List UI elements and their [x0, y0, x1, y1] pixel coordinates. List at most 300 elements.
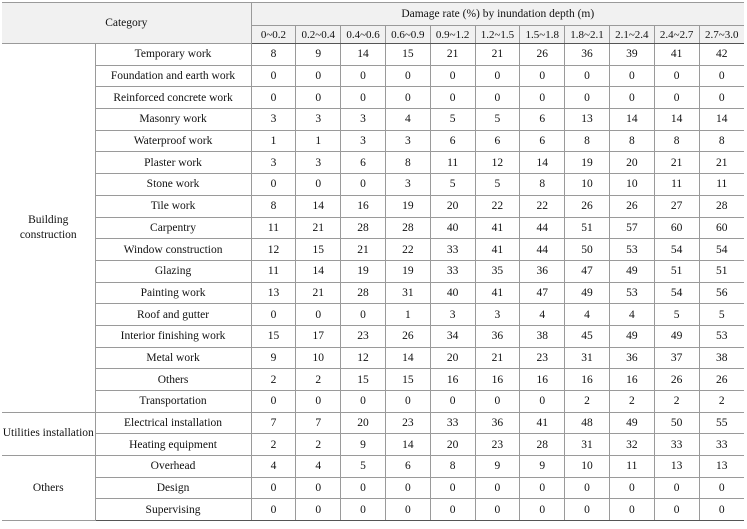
- damage-rate-cell: 2: [609, 391, 654, 413]
- depth-range-header: 2.4~2.7: [654, 26, 699, 44]
- damage-rate-cell: 11: [251, 260, 296, 282]
- item-label: Supervising: [95, 499, 251, 521]
- damage-rate-cell: 6: [520, 130, 565, 152]
- damage-rate-cell: 9: [341, 434, 386, 456]
- damage-rate-cell: 39: [609, 44, 654, 66]
- damage-rate-cell: 0: [341, 87, 386, 109]
- table-body: [2, 44, 744, 521]
- damage-rate-cell: 14: [341, 44, 386, 66]
- damage-rate-cell: 49: [609, 412, 654, 434]
- damage-rate-cell: 4: [251, 456, 296, 478]
- damage-rate-cell: 0: [520, 499, 565, 521]
- damage-rate-table: [2, 2, 744, 521]
- item-label: Foundation and earth work: [95, 65, 251, 87]
- damage-rate-cell: 0: [385, 87, 430, 109]
- damage-rate-cell: 12: [341, 347, 386, 369]
- damage-rate-cell: 8: [430, 456, 475, 478]
- damage-rate-cell: 0: [251, 391, 296, 413]
- damage-rate-cell: 47: [565, 260, 610, 282]
- damage-rate-cell: 45: [565, 325, 610, 347]
- damage-rate-cell: 0: [475, 499, 520, 521]
- damage-rate-cell: 11: [430, 152, 475, 174]
- item-label: Roof and gutter: [95, 304, 251, 326]
- damage-rate-cell: 3: [251, 109, 296, 131]
- damage-rate-cell: 12: [251, 239, 296, 261]
- damage-rate-cell: 7: [251, 412, 296, 434]
- damage-rate-cell: 0: [565, 499, 610, 521]
- damage-rate-cell: 7: [296, 412, 341, 434]
- table-row: [2, 325, 744, 347]
- damage-rate-cell: 0: [385, 65, 430, 87]
- damage-rate-cell: 0: [699, 87, 744, 109]
- damage-rate-cell: 26: [385, 325, 430, 347]
- damage-rate-cell: 9: [520, 456, 565, 478]
- depth-range-header: 2.1~2.4: [609, 26, 654, 44]
- damage-rate-cell: 0: [251, 477, 296, 499]
- damage-rate-cell: 0: [251, 87, 296, 109]
- item-label: Metal work: [95, 347, 251, 369]
- damage-rate-cell: 14: [520, 152, 565, 174]
- table-row: [2, 391, 744, 413]
- item-label: Waterproof work: [95, 130, 251, 152]
- damage-rate-cell: 15: [296, 239, 341, 261]
- damage-rate-cell: 10: [296, 347, 341, 369]
- damage-rate-cell: 9: [475, 456, 520, 478]
- damage-rate-cell: 2: [654, 391, 699, 413]
- damage-rate-cell: 28: [341, 282, 386, 304]
- depth-range-header: 0~0.2: [251, 26, 296, 44]
- table-row: [2, 369, 744, 391]
- damage-rate-cell: 9: [251, 347, 296, 369]
- damage-rate-cell: 55: [699, 412, 744, 434]
- damage-rate-cell: 16: [520, 369, 565, 391]
- damage-rate-cell: 44: [520, 217, 565, 239]
- damage-rate-cell: 17: [296, 325, 341, 347]
- table-row: [2, 347, 744, 369]
- item-label: Tile work: [95, 195, 251, 217]
- item-label: Electrical installation: [95, 412, 251, 434]
- damage-rate-cell: 38: [520, 325, 565, 347]
- damage-rate-cell: 19: [341, 260, 386, 282]
- damage-rate-cell: 16: [609, 369, 654, 391]
- damage-rate-cell: 57: [609, 217, 654, 239]
- damage-rate-cell: 40: [430, 217, 475, 239]
- damage-rate-cell: 21: [475, 347, 520, 369]
- damage-rate-cell: 41: [520, 412, 565, 434]
- damage-rate-cell: 0: [385, 391, 430, 413]
- damage-rate-cell: 0: [341, 65, 386, 87]
- damage-rate-cell: 19: [565, 152, 610, 174]
- damage-rate-cell: 13: [251, 282, 296, 304]
- damage-rate-cell: 14: [296, 260, 341, 282]
- damage-rate-cell: 22: [475, 195, 520, 217]
- damage-rate-cell: 36: [520, 260, 565, 282]
- damage-rate-cell: 31: [385, 282, 430, 304]
- damage-rate-cell: 2: [565, 391, 610, 413]
- header-row: [2, 3, 744, 26]
- depth-range-header: 2.7~3.0: [699, 26, 744, 44]
- damage-rate-cell: 0: [565, 65, 610, 87]
- damage-rate-cell: 0: [385, 499, 430, 521]
- damage-rate-cell: 0: [699, 65, 744, 87]
- damage-rate-cell: 41: [654, 44, 699, 66]
- damage-rate-cell: 0: [296, 499, 341, 521]
- item-label: Others: [95, 369, 251, 391]
- damage-rate-cell: 16: [565, 369, 610, 391]
- damage-rate-cell: 16: [475, 369, 520, 391]
- damage-rate-cell: 4: [565, 304, 610, 326]
- damage-rate-cell: 53: [699, 325, 744, 347]
- damage-rate-cell: 12: [475, 152, 520, 174]
- damage-rate-cell: 0: [430, 477, 475, 499]
- damage-rate-cell: 5: [341, 456, 386, 478]
- item-label: Glazing: [95, 260, 251, 282]
- damage-rate-cell: 20: [430, 347, 475, 369]
- category-header: Category: [2, 3, 251, 44]
- item-label: Plaster work: [95, 152, 251, 174]
- damage-rate-cell: 1: [385, 304, 430, 326]
- damage-rate-cell: 0: [475, 391, 520, 413]
- damage-rate-cell: 10: [565, 456, 610, 478]
- damage-rate-cell: 54: [654, 239, 699, 261]
- damage-rate-cell: 0: [654, 87, 699, 109]
- item-label: Interior finishing work: [95, 325, 251, 347]
- damage-rate-cell: 56: [699, 282, 744, 304]
- damage-rate-cell: 0: [296, 477, 341, 499]
- damage-rate-cell: 5: [430, 109, 475, 131]
- damage-rate-cell: 0: [341, 304, 386, 326]
- damage-rate-cell: 3: [385, 130, 430, 152]
- damage-rate-cell: 8: [699, 130, 744, 152]
- damage-rate-cell: 5: [475, 174, 520, 196]
- damage-rate-cell: 33: [430, 260, 475, 282]
- damage-rate-cell: 28: [699, 195, 744, 217]
- damage-rate-cell: 54: [699, 239, 744, 261]
- damage-rate-cell: 5: [654, 304, 699, 326]
- damage-rate-cell: 0: [296, 65, 341, 87]
- damage-rate-cell: 3: [385, 174, 430, 196]
- damage-rate-cell: 0: [385, 477, 430, 499]
- table-row: [2, 109, 744, 131]
- table-row: [2, 87, 744, 109]
- damage-rate-cell: 2: [699, 391, 744, 413]
- damage-rate-cell: 0: [475, 87, 520, 109]
- damage-rate-cell: 8: [654, 130, 699, 152]
- damage-rate-cell: 6: [385, 456, 430, 478]
- damage-rate-cell: 28: [520, 434, 565, 456]
- damage-rate-cell: 53: [609, 282, 654, 304]
- damage-rate-cell: 0: [296, 304, 341, 326]
- damage-rate-cell: 21: [296, 282, 341, 304]
- damage-rate-cell: 0: [296, 391, 341, 413]
- damage-rate-cell: 33: [654, 434, 699, 456]
- table-row: [2, 456, 744, 478]
- item-label: Reinforced concrete work: [95, 87, 251, 109]
- table-row: [2, 239, 744, 261]
- damage-rate-cell: 21: [699, 152, 744, 174]
- damage-rate-cell: 51: [565, 217, 610, 239]
- damage-rate-cell: 51: [654, 260, 699, 282]
- damage-rate-cell: 0: [251, 174, 296, 196]
- damage-rate-cell: 27: [654, 195, 699, 217]
- depth-range-header: 1.5~1.8: [520, 26, 565, 44]
- table-row: [2, 282, 744, 304]
- damage-rate-cell: 44: [520, 239, 565, 261]
- damage-rate-cell: 0: [609, 477, 654, 499]
- damage-rate-cell: 20: [609, 152, 654, 174]
- damage-rate-cell: 49: [565, 282, 610, 304]
- damage-rate-cell: 26: [699, 369, 744, 391]
- damage-rate-cell: 6: [520, 109, 565, 131]
- damage-rate-cell: 2: [296, 369, 341, 391]
- table-row: [2, 65, 744, 87]
- damage-rate-cell: 0: [475, 477, 520, 499]
- table-row: [2, 260, 744, 282]
- damage-rate-cell: 21: [296, 217, 341, 239]
- damage-rate-cell: 8: [609, 130, 654, 152]
- damage-rate-cell: 0: [654, 477, 699, 499]
- damage-rate-cell: 15: [385, 44, 430, 66]
- damage-rate-cell: 5: [475, 109, 520, 131]
- damage-rate-cell: 23: [341, 325, 386, 347]
- item-label: Transportation: [95, 391, 251, 413]
- item-label: Temporary work: [95, 44, 251, 66]
- damage-rate-cell: 3: [251, 152, 296, 174]
- damage-rate-cell: 33: [430, 412, 475, 434]
- damage-rate-cell: 4: [520, 304, 565, 326]
- table-row: [2, 174, 744, 196]
- depth-range-header: 0.4~0.6: [341, 26, 386, 44]
- damage-rate-cell: 11: [609, 456, 654, 478]
- category-group-label: Utilities installation: [2, 412, 95, 455]
- damage-rate-cell: 0: [520, 87, 565, 109]
- damage-rate-cell: 21: [341, 239, 386, 261]
- damage-rate-cell: 33: [699, 434, 744, 456]
- damage-rate-cell: 22: [520, 195, 565, 217]
- depth-range-header: 0.2~0.4: [296, 26, 341, 44]
- damage-rate-cell: 26: [520, 44, 565, 66]
- depth-range-header: 1.2~1.5: [475, 26, 520, 44]
- damage-rate-cell: 21: [430, 44, 475, 66]
- damage-rate-cell: 0: [609, 87, 654, 109]
- damage-rate-cell: 31: [565, 434, 610, 456]
- damage-rate-cell: 9: [296, 44, 341, 66]
- damage-rate-cell: 41: [475, 217, 520, 239]
- category-group-label: Others: [2, 456, 95, 521]
- damage-rate-cell: 10: [609, 174, 654, 196]
- damage-rate-cell: 0: [654, 65, 699, 87]
- item-label: Design: [95, 477, 251, 499]
- category-group-label: Building construction: [2, 44, 95, 413]
- damage-rate-cell: 6: [341, 152, 386, 174]
- damage-rate-cell: 21: [654, 152, 699, 174]
- table-row: [2, 477, 744, 499]
- damage-rate-cell: 13: [565, 109, 610, 131]
- damage-rate-cell: 33: [430, 239, 475, 261]
- damage-rate-cell: 0: [251, 304, 296, 326]
- damage-rate-cell: 0: [430, 87, 475, 109]
- depth-range-header: 0.6~0.9: [385, 26, 430, 44]
- damage-rate-cell: 14: [699, 109, 744, 131]
- table-row: [2, 434, 744, 456]
- damage-rate-cell: 6: [430, 130, 475, 152]
- damage-rate-cell: 40: [430, 282, 475, 304]
- damage-rate-cell: 0: [251, 499, 296, 521]
- damage-rate-cell: 2: [251, 434, 296, 456]
- damage-rate-cell: 47: [520, 282, 565, 304]
- damage-rate-cell: 49: [654, 325, 699, 347]
- damage-rate-cell: 3: [341, 109, 386, 131]
- damage-rate-cell: 0: [565, 477, 610, 499]
- damage-rate-cell: 60: [654, 217, 699, 239]
- damage-rate-cell: 54: [654, 282, 699, 304]
- damage-rate-cell: 0: [341, 477, 386, 499]
- damage-rate-cell: 8: [520, 174, 565, 196]
- damage-rate-cell: 2: [296, 434, 341, 456]
- table-row: [2, 152, 744, 174]
- damage-rate-cell: 28: [341, 217, 386, 239]
- damage-rate-cell: 50: [654, 412, 699, 434]
- damage-rate-cell: 0: [699, 499, 744, 521]
- damage-rate-cell: 37: [654, 347, 699, 369]
- damage-rate-cell: 31: [565, 347, 610, 369]
- damage-rate-cell: 49: [609, 325, 654, 347]
- damage-rate-cell: 0: [520, 477, 565, 499]
- table-row: [2, 304, 744, 326]
- damage-rate-cell: 0: [475, 65, 520, 87]
- damage-rate-cell: 28: [385, 217, 430, 239]
- damage-rate-cell: 11: [654, 174, 699, 196]
- damage-rate-cell: 14: [385, 434, 430, 456]
- damage-rate-cell: 15: [341, 369, 386, 391]
- damage-rate-cell: 0: [341, 391, 386, 413]
- damage-rate-cell: 26: [565, 195, 610, 217]
- damage-rate-header: Damage rate (%) by inundation depth (m): [251, 3, 744, 26]
- damage-rate-cell: 50: [565, 239, 610, 261]
- damage-rate-cell: 5: [430, 174, 475, 196]
- item-label: Window construction: [95, 239, 251, 261]
- damage-rate-cell: 8: [385, 152, 430, 174]
- damage-rate-cell: 0: [430, 499, 475, 521]
- damage-rate-cell: 14: [385, 347, 430, 369]
- damage-rate-cell: 19: [385, 260, 430, 282]
- damage-rate-cell: 16: [430, 369, 475, 391]
- damage-rate-cell: 38: [699, 347, 744, 369]
- item-label: Overhead: [95, 456, 251, 478]
- damage-rate-cell: 21: [475, 44, 520, 66]
- damage-rate-cell: 23: [385, 412, 430, 434]
- damage-rate-cell: 51: [699, 260, 744, 282]
- damage-rate-cell: 3: [430, 304, 475, 326]
- damage-rate-cell: 0: [296, 87, 341, 109]
- damage-rate-cell: 0: [341, 499, 386, 521]
- damage-rate-cell: 36: [565, 44, 610, 66]
- damage-rate-cell: 20: [341, 412, 386, 434]
- table-row: [2, 412, 744, 434]
- damage-rate-cell: 34: [430, 325, 475, 347]
- damage-rate-cell: 36: [609, 347, 654, 369]
- depth-range-header: 0.9~1.2: [430, 26, 475, 44]
- damage-rate-cell: 1: [296, 130, 341, 152]
- damage-rate-cell: 0: [430, 391, 475, 413]
- damage-rate-cell: 13: [699, 456, 744, 478]
- damage-rate-cell: 4: [385, 109, 430, 131]
- damage-rate-cell: 22: [385, 239, 430, 261]
- damage-rate-cell: 4: [609, 304, 654, 326]
- damage-rate-cell: 11: [699, 174, 744, 196]
- item-label: Masonry work: [95, 109, 251, 131]
- damage-rate-cell: 48: [565, 412, 610, 434]
- damage-rate-cell: 20: [430, 195, 475, 217]
- damage-rate-cell: 41: [475, 239, 520, 261]
- damage-rate-cell: 6: [475, 130, 520, 152]
- damage-rate-cell: 0: [609, 65, 654, 87]
- item-label: Stone work: [95, 174, 251, 196]
- damage-rate-cell: 0: [520, 391, 565, 413]
- damage-rate-cell: 36: [475, 325, 520, 347]
- damage-rate-cell: 0: [654, 499, 699, 521]
- item-label: Heating equipment: [95, 434, 251, 456]
- damage-rate-cell: 3: [475, 304, 520, 326]
- item-label: Painting work: [95, 282, 251, 304]
- damage-rate-cell: 32: [609, 434, 654, 456]
- damage-rate-cell: 8: [565, 130, 610, 152]
- damage-rate-cell: 0: [296, 174, 341, 196]
- table-row: [2, 217, 744, 239]
- damage-rate-cell: 3: [296, 109, 341, 131]
- damage-rate-cell: 26: [609, 195, 654, 217]
- damage-rate-cell: 14: [609, 109, 654, 131]
- damage-rate-cell: 3: [341, 130, 386, 152]
- damage-rate-cell: 3: [296, 152, 341, 174]
- damage-rate-cell: 13: [654, 456, 699, 478]
- damage-rate-cell: 23: [520, 347, 565, 369]
- damage-rate-cell: 15: [251, 325, 296, 347]
- damage-rate-cell: 5: [699, 304, 744, 326]
- damage-rate-cell: 1: [251, 130, 296, 152]
- depth-range-header: 1.8~2.1: [565, 26, 610, 44]
- damage-rate-cell: 10: [565, 174, 610, 196]
- damage-rate-cell: 19: [385, 195, 430, 217]
- table-row: [2, 195, 744, 217]
- damage-rate-cell: 36: [475, 412, 520, 434]
- damage-rate-cell: 23: [475, 434, 520, 456]
- damage-rate-cell: 14: [654, 109, 699, 131]
- damage-rate-cell: 49: [609, 260, 654, 282]
- damage-rate-cell: 42: [699, 44, 744, 66]
- damage-rate-cell: 60: [699, 217, 744, 239]
- damage-rate-cell: 8: [251, 44, 296, 66]
- table-row: [2, 130, 744, 152]
- damage-rate-cell: 4: [296, 456, 341, 478]
- damage-rate-cell: 26: [654, 369, 699, 391]
- table-row: [2, 499, 744, 521]
- damage-rate-cell: 8: [251, 195, 296, 217]
- damage-rate-cell: 0: [565, 87, 610, 109]
- damage-rate-cell: 11: [251, 217, 296, 239]
- damage-rate-cell: 35: [475, 260, 520, 282]
- damage-rate-cell: 0: [520, 65, 565, 87]
- damage-rate-cell: 2: [251, 369, 296, 391]
- damage-rate-cell: 15: [385, 369, 430, 391]
- damage-rate-cell: 20: [430, 434, 475, 456]
- damage-rate-cell: 14: [296, 195, 341, 217]
- damage-rate-cell: 0: [251, 65, 296, 87]
- damage-rate-cell: 0: [699, 477, 744, 499]
- damage-rate-cell: 0: [430, 65, 475, 87]
- damage-rate-cell: 0: [609, 499, 654, 521]
- damage-rate-cell: 16: [341, 195, 386, 217]
